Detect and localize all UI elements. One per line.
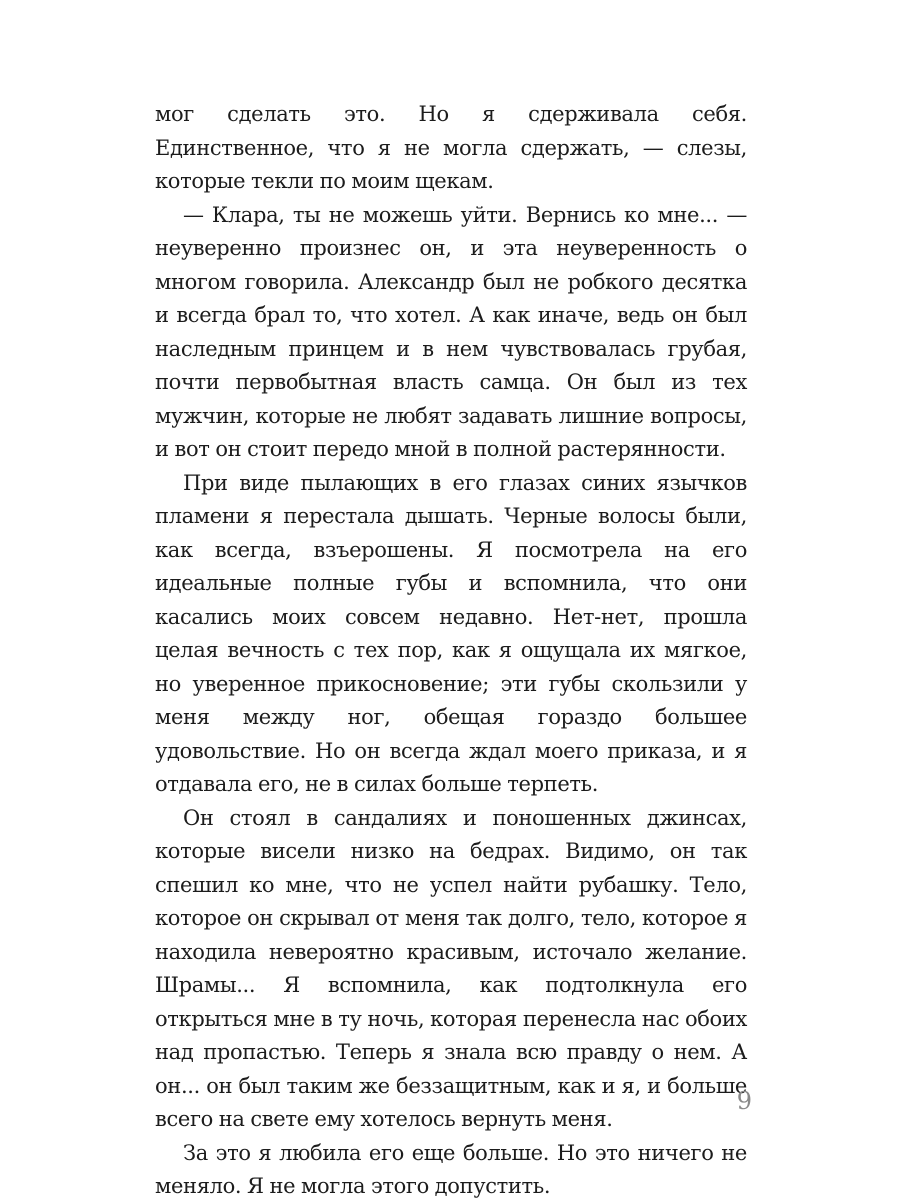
- paragraph-1: мог сделать это. Но я сдерживала себя. Единственное, что я не могла сдержать, — слезы, которые текли по моим щекам.: [155, 102, 747, 193]
- body-text: [155, 98, 747, 1204]
- page-number: 9: [736, 1087, 752, 1115]
- paragraph-4: Он стоял в сандалиях и поношенных джинсах, которые висели низко на бедрах. Видимо, он так спешил ко мне, что не успел найти рубашку. Тело, которое он скрывал от меня так долго, тело, которое я находила невероятно красивым, источало желание. Шрамы... Я вспомнила, как подтолкнула его открыться мне в ту ночь, которая перенесла нас обоих над пропастью. Теперь я знала всю правду о нем. А он... он был таким же беззащитным, как и я, и больше всего на свете ему хотелось вернуть меня.: [155, 805, 747, 1131]
- paragraph-5: За это я любила его еще больше. Но это ничего не меняло. Я не могла этого допустить.: [155, 1140, 747, 1198]
- paragraph-2: — Клара, ты не можешь уйти. Вернись ко мне... — неуверенно произнес он, и эта неуверенность о многом говорила. Александр был не робкого десятка и всегда брал то, что хотел. А как иначе, ведь он был наследным принцем и в нем чувствовалась грубая, почти первобытная власть самца. Он был из тех мужчин, которые не любят задавать лишние вопросы, и вот он стоит передо мной в полной растерянности.: [155, 202, 747, 461]
- paragraph-3: При виде пылающих в его глазах синих язычков пламени я перестала дышать. Черные волосы были, как всегда, взъерошены. Я посмотрела на его идеальные полные губы и вспомнила, что они касались моих совсем недавно. Нет-нет, прошла целая вечность с тех пор, как я ощущала их мягкое, но уверенное прикосновение; эти губы скользили у меня между ног, обещая гораздо большее удовольствие. Но он всегда ждал моего приказа, и я отдавала его, не в силах больше терпеть.: [155, 470, 747, 796]
